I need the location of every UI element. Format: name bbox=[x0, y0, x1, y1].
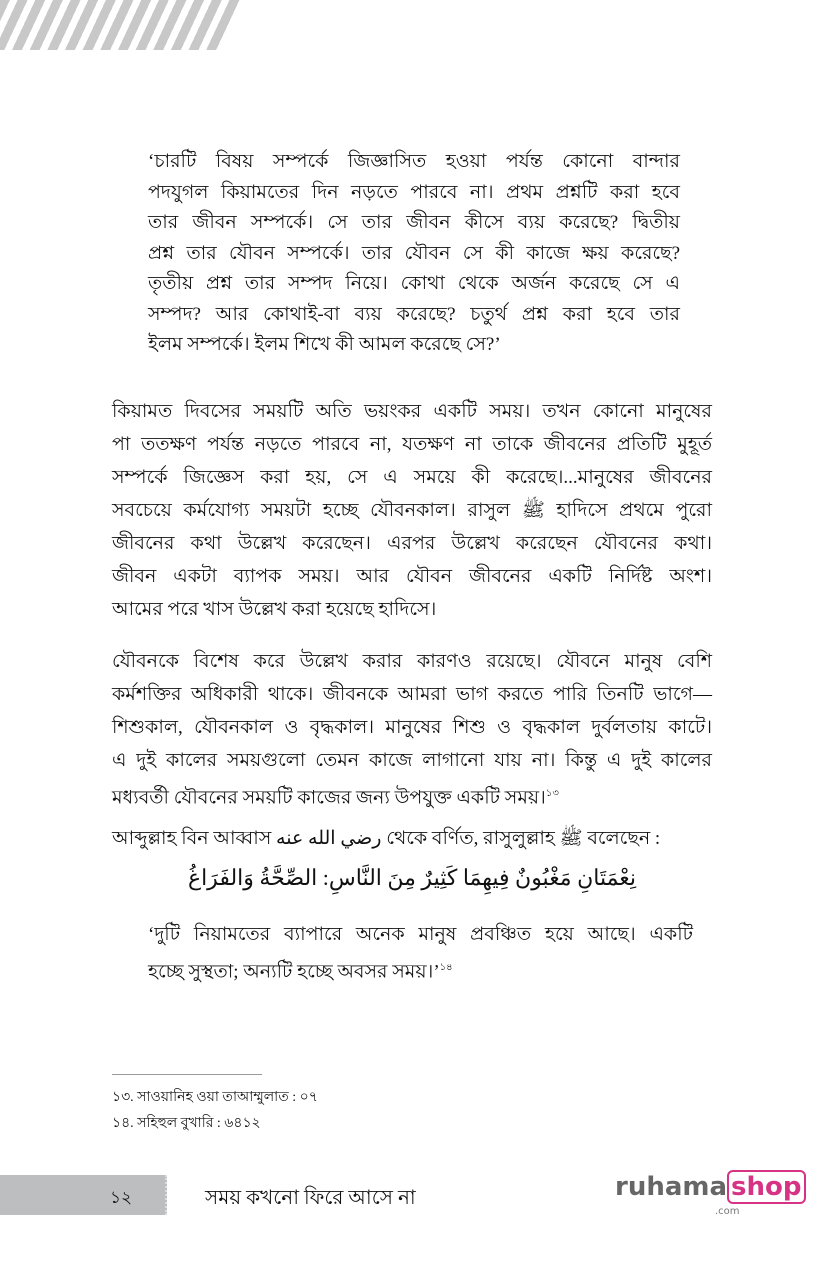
ruhamashop-logo bbox=[615, 1172, 806, 1217]
text-line: সম্পদ? আর কোথাই-বা ব্যয় করেছে? চতুর্থ প্রশ্ন করা হবে তার bbox=[148, 303, 680, 325]
text-line: শিশুকাল, যৌবনকাল ও বৃদ্ধকাল। মানুষের শিশু ও বৃদ্ধকাল দুর্বলতায় কাটে। bbox=[112, 717, 712, 738]
footnote-14: ১৪. সহিহুল বুখারি : ৬৪১২ bbox=[112, 1116, 261, 1131]
text-line: জীবনের কথা উল্লেখ করেছেন। এরপর উল্লেখ করেছেন যৌবনের কথা। bbox=[112, 533, 712, 554]
footnote-divider bbox=[112, 1074, 262, 1075]
logo-text: ruhama bbox=[615, 1172, 728, 1202]
text-line bbox=[112, 777, 712, 810]
decorative-stripes bbox=[0, 0, 240, 50]
text-line: সম্পর্কে জিজ্ঞেস করা হয়, সে এ সময়ে কী করেছে।...মানুষের জীবনের bbox=[112, 467, 712, 488]
page-number: ১২ bbox=[110, 1188, 133, 1207]
text: মধ্যবর্তী যৌবনের সময়টি কাজের জন্য উপযুক্ত একটি সময়। bbox=[112, 787, 546, 809]
text-line: ইলম সম্পর্কে। ইলম শিখে কী আমল করেছে সে?’ bbox=[148, 334, 501, 355]
text-line bbox=[148, 951, 693, 984]
text-line: যৌবনকে বিশেষ করে উল্লেখ করার কারণও রয়েছে। যৌবনে মানুষ বেশি bbox=[112, 651, 712, 672]
footnote-13: ১৩. সাওয়ানিহ ওয়া তাআম্মুলাত : ০৭ bbox=[112, 1090, 318, 1105]
paragraph-3 bbox=[112, 822, 712, 855]
text-line: পদযুগল কিয়ামতের দিন নড়তে পারবে না। প্রথম প্রশ্নটি করা হবে bbox=[148, 181, 680, 203]
text-line: ‘চারটি বিষয় সম্পর্কে জিজ্ঞাসিত হওয়া পর্যন্ত কোনো বান্দার bbox=[148, 151, 680, 172]
text-line: পা ততক্ষণ পর্যন্ত নড়তে পারবে না, যতক্ষণ না তাকে জীবনের প্রতিটি মুহূর্ত bbox=[112, 434, 712, 455]
paragraph-2 bbox=[112, 645, 712, 810]
logo-text-shop: shop bbox=[727, 1170, 805, 1204]
footnote-ref-13[interactable]: ১৩ bbox=[545, 788, 559, 799]
text-line: সবচেয়ে কর্মযোগ্য সময়টা হচ্ছে যৌবনকাল। রাসুল ﷺ হাদিসে প্রথমে পুরো bbox=[112, 500, 712, 521]
text-line: তৃতীয় প্রশ্ন তার সম্পদ নিয়ে। কোথা থেকে অর্জন করেছে সে এ bbox=[148, 273, 680, 294]
hadith-translation bbox=[148, 918, 693, 984]
text: হচ্ছে সুস্থতা; অন্যটি হচ্ছে অবসর সময়।’ bbox=[148, 961, 440, 983]
text-line: এ দুই কালের সময়গুলো তেমন কাজে লাগানো যায় না। কিন্তু এ দুই কালের bbox=[112, 750, 712, 771]
arabic-hadith: نِعْمَتَانِ مَغْبُونٌ فِيهِمَا كَثِيرٌ مِنَ النَّاسِ: الصِّحَّةُ وَالفَرَاغُ bbox=[187, 865, 637, 890]
footnote-ref-14[interactable]: ১৪ bbox=[439, 962, 453, 973]
paragraph-1 bbox=[112, 395, 712, 626]
logo-text-com: .com bbox=[715, 1206, 740, 1217]
text-line: কর্মশক্তির অধিকারী থাকে। জীবনকে আমরা ভাগ করতে পারি তিনটি ভাগে— bbox=[112, 684, 712, 705]
text-line: তার জীবন সম্পর্কে। সে তার জীবন কীসে ব্যয় করেছে? দ্বিতীয় bbox=[148, 212, 680, 233]
book-title: সময় কখনো ফিরে আসে না bbox=[205, 1187, 416, 1209]
text-line: আব্দুল্লাহ বিন আব্বাস رضي الله عنه থেকে বর্ণিত, রাসুলুল্লাহ ﷺ বলেছেন : bbox=[112, 828, 661, 849]
text-line: আমের পরে খাস উল্লেখ করা হয়েছে হাদিসে। bbox=[112, 599, 437, 620]
footer-bar bbox=[0, 1175, 167, 1215]
text-line: প্রশ্ন তার যৌবন সম্পর্কে। তার যৌবন সে কী কাজে ক্ষয় করেছে? bbox=[148, 242, 680, 264]
hadith-quote-translation bbox=[148, 147, 680, 361]
text-line: ‘দুটি নিয়ামতের ব্যাপারে অনেক মানুষ প্রবঞ্চিত হয়ে আছে। একটি bbox=[148, 924, 693, 945]
text-line: কিয়ামত দিবসের সময়টি অতি ভয়ংকর একটি সময়। তখন কোনো মানুষের bbox=[112, 401, 712, 422]
text-line: জীবন একটা ব্যাপক সময়। আর যৌবন জীবনের একটি নির্দিষ্ট অংশ। bbox=[112, 566, 712, 587]
